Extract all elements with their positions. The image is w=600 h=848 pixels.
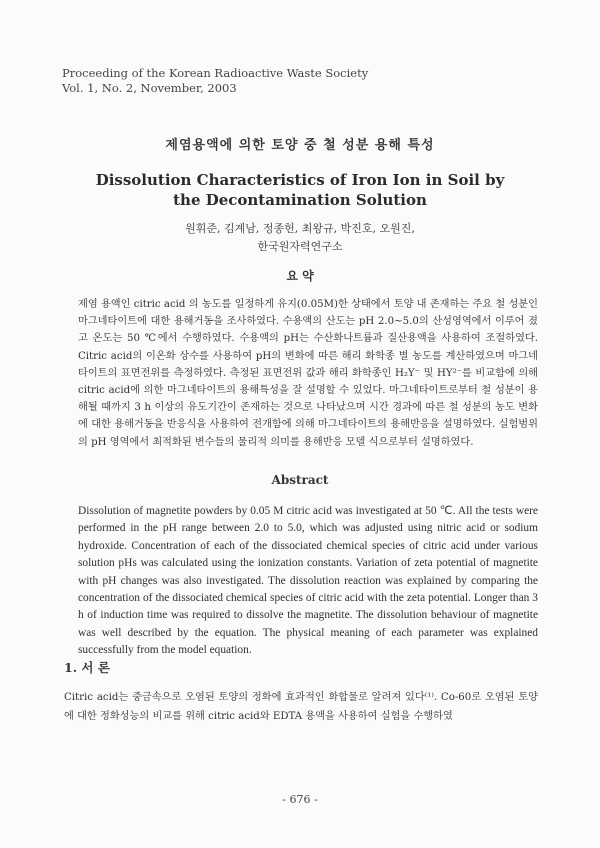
abstract-paragraph: Dissolution of magnetite powders by 0.05 M citric acid was investigated at 50 ℃. All the tests were performed in the pH range between 2.0 to 5.0, which was adjusted using nitric acid or sodium hydroxide. Concentration of each of the dissociated chemical species of citric acid under various solution pHs was calculated using the ionization constants. Variation of zeta potential of magnetite with pH changes was also investigated. The dissolution reaction was explained by comparing the concentration of the dissociated chemical species of citric acid with the zeta potential. Longer than 3 h of induction time was required to dissolve the magnetite. The dissolution behaviour of magnetite was well described by the equation. The physical meaning of each parameter was explained successfully from the model equation.	[78, 505, 538, 657]
author-affiliation: 한국원자력연구소	[257, 240, 343, 253]
summary-paragraph: 제염 용액인 citric acid 의 농도를 일정하게 유지(0.05M)한 상태에서 토양 내 존재하는 주요 철 성분인 마그네타이트에 대한 용해거동을 조사하였다. 수용액의 산도는 pH 2.0~5.0의 산성영역에서 이루어 졌고 온도는 50 ℃에서 수행하였다. 수용액의 pH는 수산화나트륨과 질산용액을 사용하여 조절하였다. Citric acid의 이온화 상수를 사용하여 pH의 변화에 따른 해리 화학종 별 농도를 계산하였으며 마그네타이트의 표면전위를 측정하였다. 측정된 표면전위 값과 해리 화학종인 H₂Y⁻ 및 HY²⁻를 비교함에 의해 citric acid에 의한 마그네타이트의 용해특성을 잘 설명할 수 있었다. 마그네타이트로부터 철 성분이 용해될 때까지 3 h 이상의 유도기간이 존재하는 것으로 나타났으며 시간 경과에 따른 철 성분의 농도 변화에 대한 용해거동을 반응식을 사용하여 전개함에 의해 마그네타이트의 용해반응을 설명하였다. 실험범위의 pH 영역에서 최적화된 변수들의 물리적 의미를 용해반응 모델 식으로부터 설명하였다.	[78, 299, 538, 448]
intro-heading: 1. 서 론	[64, 660, 110, 675]
page-number: - 676 -	[282, 793, 318, 806]
english-title-line1: Dissolution Characteristics of Iron Ion in Soil by	[95, 171, 505, 189]
journal-name: Proceeding of the Korean Radioactive Waste Society	[62, 66, 369, 80]
summary-heading: 요 약	[286, 269, 314, 283]
journal-volume: Vol. 1, No. 2, November, 2003	[62, 81, 237, 95]
english-title-line2: the Decontamination Solution	[173, 191, 427, 209]
english-title	[0, 170, 600, 210]
author-names: 원휘준, 김계남, 정종헌, 최왕규, 박진호, 오원진,	[185, 222, 415, 235]
intro-paragraph: Citric acid는 중금속으로 오염된 토양의 정화에 효과적인 화합물로 알려져 있다⁽¹⁾. Co-60로 오염된 토양에 대한 정화성능의 비교를 위해 citric acid와 EDTA 용액을 사용하여 실험을 수행하였	[64, 692, 538, 722]
korean-title: 제염용액에 의한 토양 중 철 성분 용해 특성	[165, 138, 435, 153]
proceeding-header	[62, 66, 368, 96]
abstract-heading: Abstract	[271, 473, 329, 487]
author-block	[0, 220, 600, 256]
